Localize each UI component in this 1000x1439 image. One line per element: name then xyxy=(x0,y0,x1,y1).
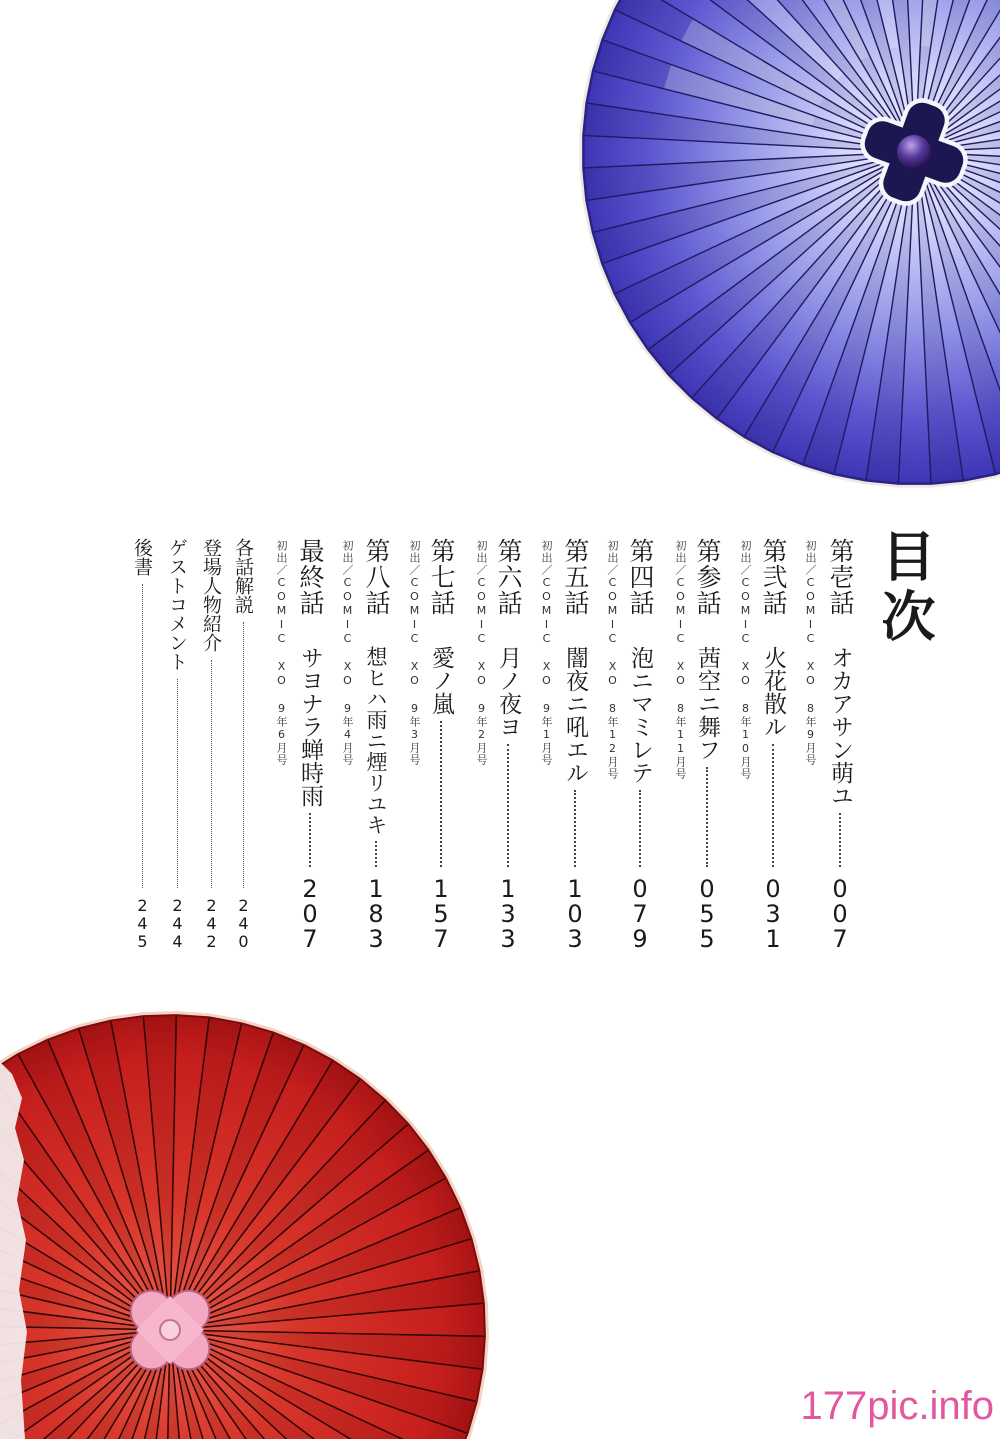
first-published-note: 初出／COMIC XO 8年10月号 xyxy=(739,540,752,780)
chapter-label: 第参話 xyxy=(693,538,722,616)
chapter-label: 第八話 xyxy=(362,538,391,616)
toc-entry-chapter-2 xyxy=(757,538,789,950)
first-published-note: 初出／COMIC XO 8年11月号 xyxy=(674,540,687,780)
dot-leader xyxy=(507,744,509,867)
section-title: 後書 xyxy=(131,538,153,576)
toc-entry-final-chapter xyxy=(294,538,326,950)
page-number: 079 xyxy=(626,875,654,950)
chapter-title: 泡ニマミレテ xyxy=(627,646,653,784)
chapter-title: 想ヒハ雨ニ煙リユキ xyxy=(364,646,388,835)
page-number: 240 xyxy=(234,896,253,950)
section-title: 登場人物紹介 xyxy=(200,538,222,652)
chapter-label: 第壱話 xyxy=(826,538,855,616)
dot-leader xyxy=(574,790,576,867)
toc-entry-chapter-7 xyxy=(425,538,457,950)
toc-entry-afterword xyxy=(129,538,155,950)
dot-leader xyxy=(440,721,442,867)
chapter-title: サヨナラ蝉時雨 xyxy=(297,646,323,807)
page-number: 007 xyxy=(826,875,854,950)
toc-entry-chapter-8 xyxy=(360,538,392,950)
dot-leader xyxy=(243,622,244,888)
chapter-title: 火花散ル xyxy=(760,646,786,738)
page-number: 245 xyxy=(133,896,152,950)
chapter-label: 最終話 xyxy=(296,538,325,616)
dot-leader xyxy=(142,584,143,888)
first-published-note: 初出／COMIC XO 9年1月号 xyxy=(540,540,553,766)
toc-entry-guest-comments xyxy=(164,538,190,950)
chapter-title: 月ノ夜ヨ xyxy=(495,646,521,738)
page-number: 133 xyxy=(494,875,522,950)
chapter-label: 第五話 xyxy=(561,538,590,616)
toc-entry-chapter-3 xyxy=(691,538,723,950)
chapter-title: 闇夜ニ吼エル xyxy=(562,646,588,784)
toc-entry-chapter-6 xyxy=(492,538,524,950)
page-number: 103 xyxy=(561,875,589,950)
toc-entry-commentary xyxy=(230,538,256,950)
first-published-note: 初出／COMIC XO 9年2月号 xyxy=(475,540,488,766)
page-number: 157 xyxy=(427,875,455,950)
page-number: 244 xyxy=(168,896,187,950)
dot-leader xyxy=(177,679,178,888)
chapter-label: 第六話 xyxy=(494,538,523,616)
page-number: 031 xyxy=(759,875,787,950)
toc-entry-chapter-1 xyxy=(824,538,856,950)
dot-leader xyxy=(211,660,212,888)
toc-entry-chapter-4 xyxy=(624,538,656,950)
first-published-note: 初出／COMIC XO 8年9月号 xyxy=(804,540,817,766)
page-number: 207 xyxy=(296,875,324,950)
first-published-note: 初出／COMIC XO 9年6月号 xyxy=(275,540,288,766)
first-published-note: 初出／COMIC XO 8年12月号 xyxy=(606,540,619,780)
chapter-title: 愛ノ嵐 xyxy=(428,646,454,715)
watermark: 177pic.info xyxy=(800,1384,994,1428)
chapter-label: 第弐話 xyxy=(759,538,788,616)
dot-leader xyxy=(772,744,774,867)
toc-entry-characters xyxy=(198,538,224,950)
chapter-title: 茜空ニ舞フ xyxy=(694,646,720,761)
chapter-label: 第四話 xyxy=(626,538,655,616)
chapter-title: オカアサン萌ユ xyxy=(827,646,853,807)
dot-leader xyxy=(375,841,377,867)
toc-entry-chapter-5 xyxy=(559,538,591,950)
dot-leader xyxy=(839,813,841,867)
first-published-note: 初出／COMIC XO 9年3月号 xyxy=(408,540,421,766)
dot-leader xyxy=(639,790,641,867)
chapter-label: 第七話 xyxy=(427,538,456,616)
page-title: 目次 xyxy=(873,528,937,648)
page-number: 055 xyxy=(693,875,721,950)
first-published-note: 初出／COMIC XO 9年4月号 xyxy=(341,540,354,766)
page-number: 242 xyxy=(202,896,221,950)
section-title: ゲストコメント xyxy=(166,538,188,671)
section-title: 各話解説 xyxy=(232,538,254,614)
dot-leader xyxy=(706,767,708,867)
page-number: 183 xyxy=(362,875,390,950)
dot-leader xyxy=(309,813,311,867)
